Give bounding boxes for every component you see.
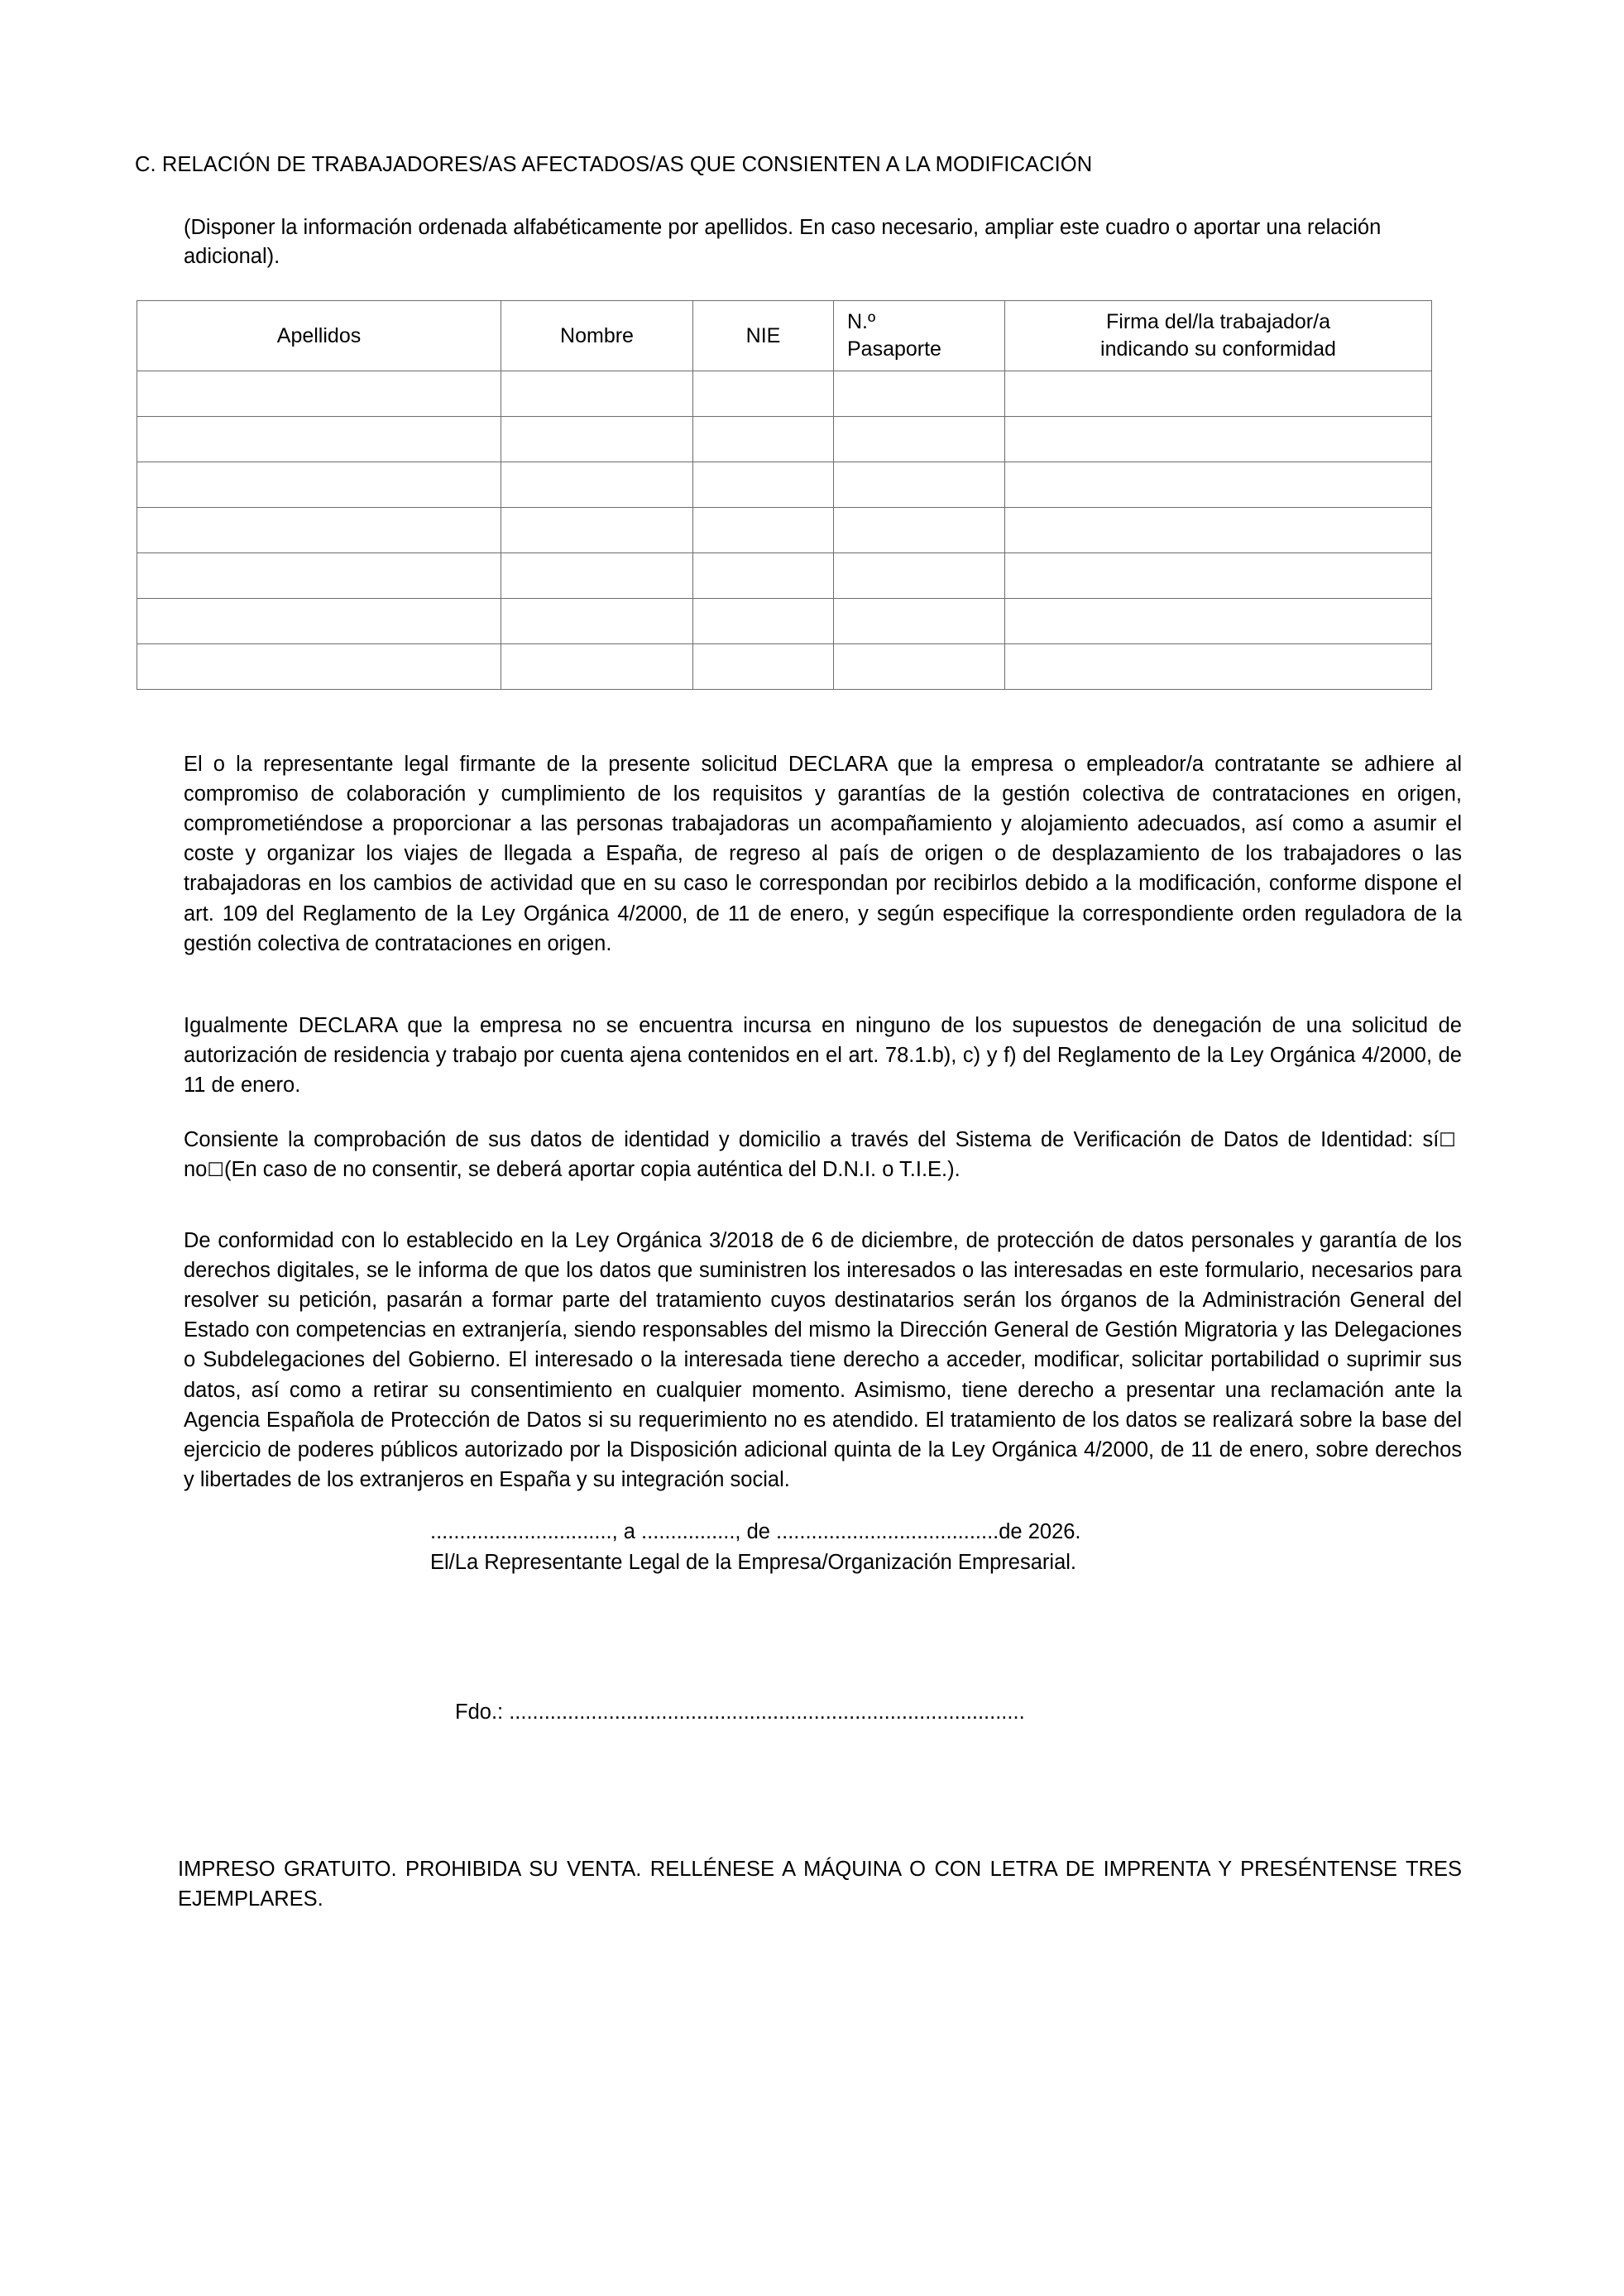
- table-row: [137, 371, 1432, 417]
- cell-nie[interactable]: [693, 508, 834, 553]
- consent-option-yes-label: sí: [1422, 1127, 1440, 1151]
- column-header-firma-line2: indicando su conformidad: [1100, 337, 1336, 361]
- column-header-pasaporte-line1: N.º: [847, 310, 876, 333]
- cell-apellidos[interactable]: [137, 644, 501, 690]
- affected-workers-table: [137, 300, 1432, 690]
- cell-firma[interactable]: [1005, 417, 1432, 462]
- footer-note-line-1: IMPRESO GRATUITO. PROHIBIDA SU VENTA. RELLÉNESE A MÁQUINA O CON LETRA DE IMPRENTA Y: [178, 1858, 1232, 1881]
- cell-nie[interactable]: [693, 462, 834, 508]
- cell-apellidos[interactable]: [137, 553, 501, 599]
- table-row: [137, 508, 1432, 553]
- cell-pasaporte[interactable]: [834, 553, 1005, 599]
- cell-nombre[interactable]: [501, 553, 693, 599]
- cell-firma[interactable]: [1005, 599, 1432, 644]
- cell-nie[interactable]: [693, 417, 834, 462]
- cell-apellidos[interactable]: [137, 462, 501, 508]
- cell-firma[interactable]: [1005, 553, 1432, 599]
- cell-nombre[interactable]: [501, 371, 693, 417]
- place-and-date-line[interactable]: ..............................., a ................, de ......................................de 2026.: [430, 1520, 1081, 1543]
- consent-trailing-text: (En caso de no consentir, se deberá aportar copia auténtica del D.N.I. o T.I.E.).: [224, 1157, 961, 1181]
- cell-pasaporte[interactable]: [834, 462, 1005, 508]
- cell-pasaporte[interactable]: [834, 644, 1005, 690]
- consent-option-no-label: no: [184, 1157, 208, 1181]
- cell-pasaporte[interactable]: [834, 371, 1005, 417]
- consent-yes-checkbox[interactable]: ☐: [1439, 1129, 1456, 1151]
- cell-nie[interactable]: [693, 553, 834, 599]
- column-header-pasaporte-line2: Pasaporte: [847, 337, 941, 361]
- cell-firma[interactable]: [1005, 462, 1432, 508]
- section-heading: C. RELACIÓN DE TRABAJADORES/AS AFECTADOS/AS QUE CONSIENTEN A LA MODIFICACIÓN: [135, 153, 1093, 176]
- cell-firma[interactable]: [1005, 508, 1432, 553]
- data-protection-paragraph: De conformidad con lo establecido en la Ley Orgánica 3/2018 de 6 de diciembre, de protección de datos personales y garantía de los derechos digitales, se le informa de que los datos que suministren los interesados o las interesadas en este formulario, necesarios para resolver su petición, pasarán a formar parte del tratamiento cuyos destinatarios serán los órganos de la Administración General del Estado con competencias en extranjería, siendo responsables del mismo la Dirección General de Gestión Migratoria y las Delegaciones o Subdelegaciones del Gobierno. El interesado o la interesada tiene derecho a acceder, modificar, solicitar portabilidad o suprimir sus datos, así como a retirar su consentimiento en cualquier momento. Asimismo, tiene derecho a presentar una reclamación ante la Agencia Española de Protección de Datos si su requerimiento no es atendido. El tratamiento de los datos se realizará sobre la base del ejercicio de poderes públicos autorizado por la Disposición adicional quinta de la Ley Orgánica 4/2000, de 11 de enero, sobre derechos y libertades de los extranjeros en España y su integración social.: [184, 1228, 1462, 1492]
- cell-nombre[interactable]: [501, 417, 693, 462]
- column-header-apellidos: Apellidos: [137, 301, 501, 371]
- consent-lead-text: Consiente la comprobación de sus datos de identidad y domicilio a través del Sistema de Verificación de Datos de Identidad:: [184, 1127, 1414, 1151]
- consent-paragraph: [184, 1125, 1462, 1184]
- cell-firma[interactable]: [1005, 644, 1432, 690]
- footer-note-line-2: PRESÉNTENSE TRES EJEMPLARES.: [178, 1858, 1462, 1911]
- cell-nombre[interactable]: [501, 599, 693, 644]
- table-row: [137, 599, 1432, 644]
- declaration-paragraph-commitment: El o la representante legal firmante de la presente solicitud DECLARA que la empresa o empleador/a contratante se adhiere al compromiso de colaboración y cumplimiento de los requisitos y garantías de la gestión colectiva de contrataciones en origen, comprometiéndose a proporcionar a las personas trabajadoras un acompañamiento y alojamiento adecuados, así como a asumir el coste y organizar los viajes de llegada a España, de regreso al país de origen o de desplazamiento de los trabajadores o las trabajadoras en los cambios de actividad que en su caso le correspondan por recibirlos debido a la modificación, conforme dispone el art. 109 del Reglamento de la Ley Orgánica 4/2000, de 11 de enero, y según especifique la correspondiente orden reguladora de la gestión colectiva de contrataciones en origen.: [184, 752, 1462, 955]
- footer-note: [178, 1854, 1462, 1914]
- column-header-pasaporte: [834, 301, 1005, 371]
- declaration-paragraph-no-denial: Igualmente DECLARA que la empresa no se encuentra incursa en ninguno de los supuestos de denegación de una solicitud de autorización de residencia y trabajo por cuenta ajena contenidos en el art. 78.1.b), c) y f) del Reglamento de la Ley Orgánica 4/2000, de 11 de enero.: [184, 1013, 1462, 1097]
- column-header-nie: NIE: [693, 301, 834, 371]
- cell-pasaporte[interactable]: [834, 417, 1005, 462]
- cell-nombre[interactable]: [501, 508, 693, 553]
- cell-nombre[interactable]: [501, 644, 693, 690]
- cell-apellidos[interactable]: [137, 599, 501, 644]
- column-header-nombre: Nombre: [501, 301, 693, 371]
- cell-nie[interactable]: [693, 599, 834, 644]
- cell-apellidos[interactable]: [137, 508, 501, 553]
- table-header-row: [137, 301, 1432, 371]
- cell-nie[interactable]: [693, 371, 834, 417]
- representative-legal-line: El/La Representante Legal de la Empresa/Organización Empresarial.: [430, 1550, 1077, 1574]
- table-row: [137, 553, 1432, 599]
- table-body: [137, 371, 1432, 690]
- cell-pasaporte[interactable]: [834, 508, 1005, 553]
- table-row: [137, 644, 1432, 690]
- table-row: [137, 417, 1432, 462]
- date-and-representative-block: [430, 1517, 1081, 1578]
- cell-pasaporte[interactable]: [834, 599, 1005, 644]
- consent-no-checkbox[interactable]: ☐: [207, 1159, 224, 1181]
- intro-note: (Disponer la información ordenada alfabéticamente por apellidos. En caso necesario, ampliar este cuadro o aportar una relación adicional).: [184, 216, 1382, 269]
- signature-fdo-line[interactable]: Fdo.: ........................................................................................: [455, 1700, 1025, 1724]
- cell-apellidos[interactable]: [137, 417, 501, 462]
- column-header-firma-line1: Firma del/la trabajador/a: [1106, 310, 1330, 333]
- cell-apellidos[interactable]: [137, 371, 501, 417]
- cell-nie[interactable]: [693, 644, 834, 690]
- cell-firma[interactable]: [1005, 371, 1432, 417]
- cell-nombre[interactable]: [501, 462, 693, 508]
- column-header-firma: [1005, 301, 1432, 371]
- table-row: [137, 462, 1432, 508]
